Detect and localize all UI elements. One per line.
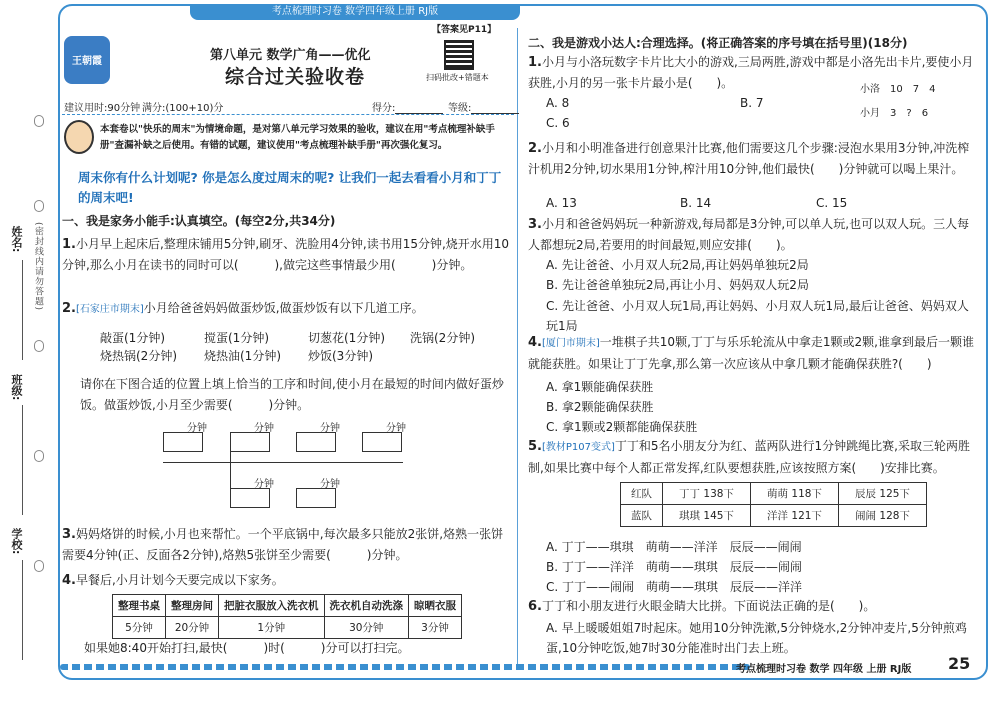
grade-field[interactable] (448, 99, 519, 114)
table-cell: 30分钟 (324, 617, 409, 639)
school-line (22, 560, 23, 660)
s1-q1: 1.小月早上起床后,整理床铺用5分钟,刷牙、洗脸用4分钟,读书用15分钟,烧开水用10分钟,那么小月在读书的同时可以( ),做完这些事情最少用( )分钟。 (62, 237, 510, 272)
section2-title: 二、我是游戏小达人:合理选择。(将正确答案的序号填在括号里)(18分) (528, 36, 908, 50)
table-cell: 1分钟 (219, 617, 325, 639)
table-header: 晾晒衣服 (409, 595, 462, 617)
step-item: 切葱花(1分钟) (308, 331, 385, 345)
option-a[interactable]: A. 丁丁——琪琪 萌萌——洋洋 辰辰——闹闹 (546, 540, 802, 554)
full-score: 满分:(100+10)分 (142, 103, 224, 114)
option-a[interactable]: A. 13 (546, 196, 577, 210)
qr-code-icon[interactable] (444, 40, 474, 70)
answer-reference: 【答案见P11】 (432, 25, 497, 35)
step-item: 烧热油(1分钟) (204, 349, 281, 363)
footer-text: 考点梳理时习卷 数学 四年级 上册 RJ版 (736, 664, 912, 675)
binding-ring-icon (34, 450, 44, 462)
option-b[interactable]: B. 7 (740, 96, 764, 110)
s1-q2: 2.[石家庄市期末]小月给爸爸妈妈做蛋炒饭,做蛋炒饭有以下几道工序。 (62, 301, 424, 316)
binding-ring-icon (34, 560, 44, 572)
top-banner: 考点梳理时习卷 数学四年级上册 RJ版 (190, 4, 520, 20)
s2-q5: 5.[教材P107变式]丁丁和5名小朋友分为红、蓝两队进行1分钟跳绳比赛,采取三轮两胜制,如果比赛中每个人都正常发挥,红队要想获胜,应该按照方案( )安排比赛。 (528, 439, 970, 475)
option-b[interactable]: B. 拿2颗能确保获胜 (546, 400, 654, 414)
binding-ring-icon (34, 200, 44, 212)
header-rule (62, 114, 514, 115)
table-header: 把脏衣服放入洗衣机 (219, 595, 325, 617)
step-item: 炒饭(3分钟) (308, 349, 373, 363)
table-cell: 琪琪 145下 (663, 505, 751, 527)
option-b[interactable]: B. 14 (680, 196, 712, 210)
option-b[interactable]: B. 先让爸爸单独玩2局,再让小月、妈妈双人玩2局 (546, 278, 809, 292)
s2-q1: 1.小月与小洛玩数字卡片比大小的游戏,三局两胜,游戏中都是小洛先出卡片,要使小月获胜,小月的另一张卡片最小是( )。 (528, 55, 974, 90)
flow-line (163, 462, 403, 463)
page-number: 25 (948, 654, 971, 673)
s2-q6: 6.丁丁和小朋友进行火眼金睛大比拼。下面说法正确的是( )。 (528, 599, 876, 614)
s1-q2-ask: 请你在下图合适的位置上填上恰当的工序和时间,使小月在最短的时间内做好蛋炒饭。做蛋炒饭,小月至少需要( )分钟。 (80, 377, 504, 412)
table-cell: 萌萌 118下 (751, 483, 839, 505)
step-item: 搅蛋(1分钟) (204, 331, 269, 345)
process-box[interactable] (296, 488, 336, 508)
school-label: 学校: (10, 528, 23, 555)
table-cell: 蓝队 (621, 505, 663, 527)
table-cell: 丁丁 138下 (663, 483, 751, 505)
s2-q2: 2.小月和小明准备进行创意果汁比赛,他们需要这几个步骤:浸泡水果用3分钟,冲洗榨汁机用2分钟,切水果用1分钟,榨汁用10分钟,他们最快( )分钟就可以喝上果汁。 (528, 141, 970, 176)
jump-rope-table (620, 482, 927, 527)
brand-logo: 王朝霞 (64, 36, 110, 84)
intro-note: 本套卷以"快乐的周末"为情境命题，是对第八单元学习效果的验收，建议在用"考点梳理补缺手册"查漏补缺之后使用。有错的试题，建议使用"考点梳理补缺手册"再次强化复习。 (100, 124, 495, 151)
s2-q3: 3.小月和爸爸妈妈玩一种新游戏,每局都是3分钟,可以单人玩,也可以双人玩。三人每人都想玩2局,若要用的时间最短,则应安排( )。 (528, 217, 970, 252)
grade-label: 等级: (448, 103, 472, 114)
binding-strip (0, 0, 56, 701)
box-unit: 分钟 (187, 423, 207, 434)
qr-caption: 扫码批改+错题本 (426, 73, 489, 82)
name-line (22, 260, 23, 360)
box-unit: 分钟 (320, 479, 340, 490)
option-c[interactable]: C. 15 (816, 196, 848, 210)
table-cell: 3分钟 (409, 617, 462, 639)
score-label: 得分: (372, 103, 396, 114)
suggested-time: 建议用时:90分钟 (64, 103, 141, 114)
class-line (22, 405, 23, 515)
box-unit: 分钟 (320, 423, 340, 434)
s1-q4: 4.早餐后,小月计划今天要完成以下家务。 (62, 573, 284, 588)
cartoon-kid-icon (64, 120, 94, 154)
table-cell: 辰辰 125下 (839, 483, 927, 505)
process-box[interactable] (230, 488, 270, 508)
binding-ring-icon (34, 115, 44, 127)
s1-q3: 3.妈妈烙饼的时候,小月也来帮忙。一个平底锅中,每次最多只能放2张饼,烙熟一张饼需要4分钟(正、反面各2分钟),烙熟5张饼至少需要( )分钟。 (62, 527, 504, 562)
chores-table (112, 594, 462, 639)
column-divider (517, 28, 518, 664)
name-label: 姓名: (10, 226, 23, 253)
table-header: 整理房间 (166, 595, 219, 617)
section1-title: 一、我是家务小能手:认真填空。(每空2分,共34分) (62, 214, 336, 228)
class-label: 班级: (10, 374, 23, 401)
process-box[interactable] (230, 432, 270, 452)
option-c[interactable]: C. 拿1颗或2颗都能确保获胜 (546, 420, 698, 434)
step-item: 洗锅(2分钟) (410, 331, 475, 345)
option-a[interactable]: A. 拿1颗能确保获胜 (546, 380, 654, 394)
option-a[interactable]: A. 早上暖暖姐姐7时起床。她用10分钟洗漱,5分钟烧水,2分钟冲麦片,5分钟煎鸡蛋,10分钟吃饭,她7时30分能准时出门去上班。 (546, 621, 967, 655)
scenario-lead: 周末你有什么计划呢? 你是怎么度过周末的呢? 让我们一起去看看小月和丁丁的周末吧! (78, 170, 502, 205)
page-title: 综合过关验收卷 (225, 66, 366, 88)
option-a[interactable]: A. 先让爸爸、小月双人玩2局,再让妈妈单独玩2局 (546, 258, 809, 272)
s1-q4-after: 如果她8:40开始打扫,最快( )时( )分可以打扫完。 (84, 641, 410, 655)
seal-hint: (密封线内请勿答题) (33, 222, 43, 312)
option-c[interactable]: C. 先让爸爸、小月双人玩1局,再让妈妈、小月双人玩1局,最后让爸爸、妈妈双人玩1局 (546, 299, 969, 333)
box-unit: 分钟 (386, 423, 406, 434)
score-field[interactable] (372, 99, 443, 114)
decorative-wave (60, 664, 750, 670)
process-box[interactable] (296, 432, 336, 452)
unit-title: 第八单元 数学广角——优化 (210, 48, 371, 63)
card-numbers: 小洛 10 7 4 小月 3 ? 6 (860, 84, 936, 119)
option-c[interactable]: C. 丁丁——闹闹 萌萌——琪琪 辰辰——洋洋 (546, 580, 803, 594)
table-cell: 洋洋 121下 (751, 505, 839, 527)
process-box[interactable] (362, 432, 402, 452)
step-item: 敲蛋(1分钟) (100, 331, 165, 345)
step-item: 烧热锅(2分钟) (100, 349, 177, 363)
option-a[interactable]: A. 8 (546, 96, 570, 110)
option-b[interactable]: B. 丁丁——洋洋 萌萌——琪琪 辰辰——闹闹 (546, 560, 802, 574)
box-unit: 分钟 (254, 479, 274, 490)
card-row-label: 小洛 (860, 84, 880, 95)
option-c[interactable]: C. 6 (546, 116, 570, 130)
s2-q4: 4.[厦门市期末]一堆棋子共10颗,丁丁与乐乐轮流从中拿走1颗或2颗,谁拿到最后一颗谁就能获胜。如果让丁丁先拿,那么第一次应该从中拿几颗才能确保获胜?( ) (528, 335, 974, 371)
table-cell: 5分钟 (113, 617, 166, 639)
box-unit: 分钟 (254, 423, 274, 434)
table-header: 整理书桌 (113, 595, 166, 617)
table-cell: 20分钟 (166, 617, 219, 639)
card-row-label: 小月 (860, 108, 880, 119)
table-header: 洗衣机自动洗涤 (324, 595, 409, 617)
binding-ring-icon (34, 340, 44, 352)
flow-line (230, 452, 231, 488)
process-box[interactable] (163, 432, 203, 452)
table-cell: 红队 (621, 483, 663, 505)
table-cell: 闹闹 128下 (839, 505, 927, 527)
